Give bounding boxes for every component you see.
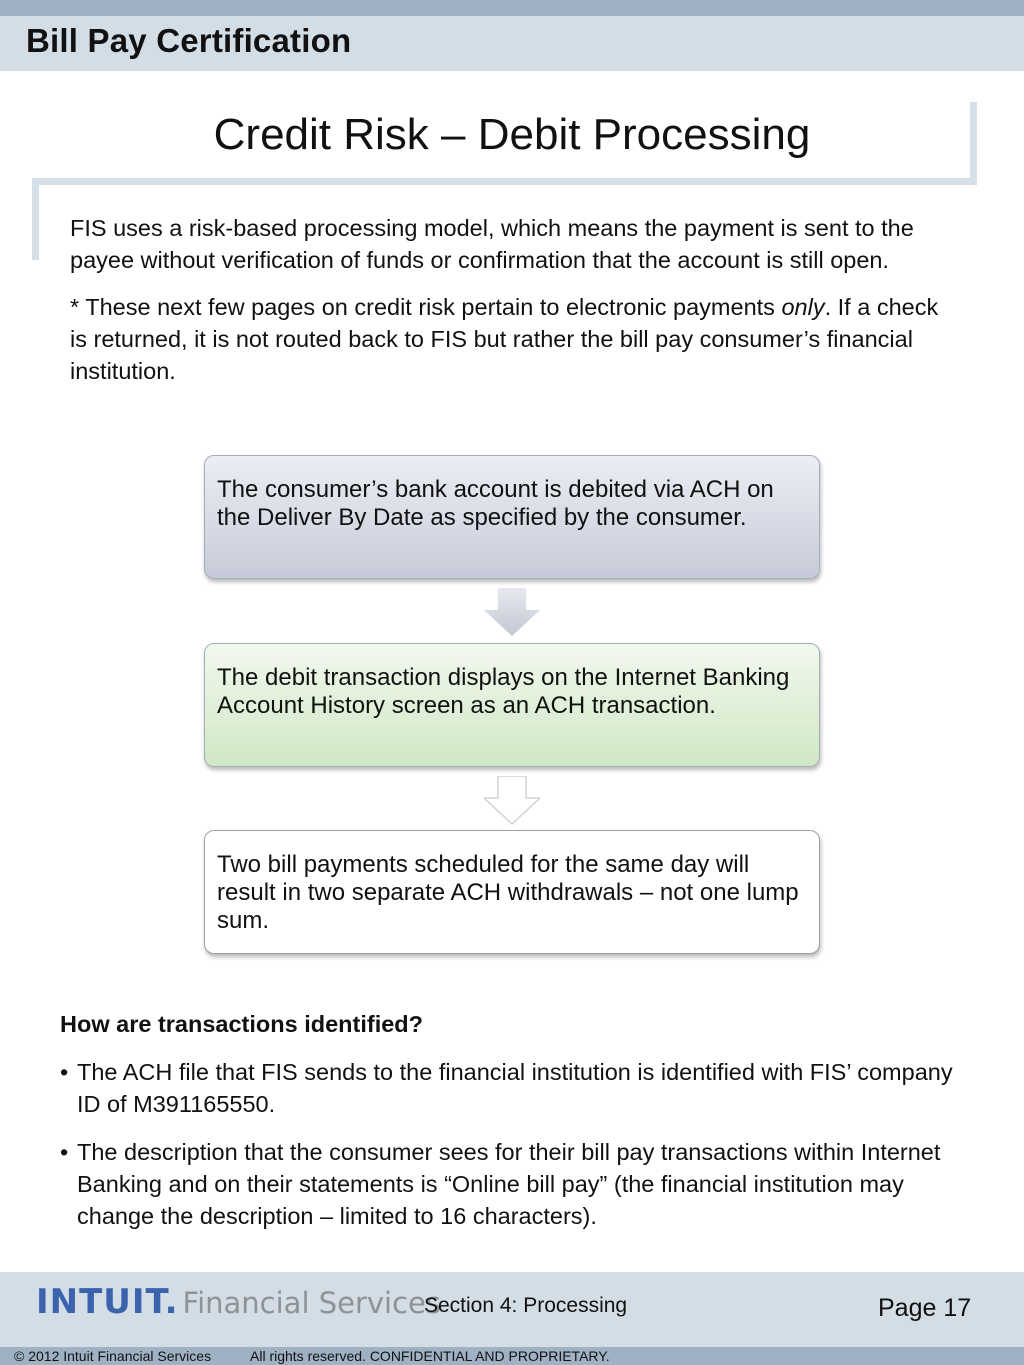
section-label: Section 4: Processing — [424, 1294, 628, 1317]
rights-text: All rights reserved. CONFIDENTIAL AND PROPRIETARY. — [250, 1348, 610, 1364]
down-arrow-icon — [484, 588, 540, 638]
identification-list — [60, 1056, 960, 1248]
list-item-text: The description that the consumer sees for their bill pay transactions within Internet Banking and on their statements is “Online bill pay” (the financial institution may change the description – limited to 16 characters). — [77, 1139, 941, 1229]
list-item-text: The ACH file that FIS sends to the financial institution is identified with FIS’ company ID of M391165550. — [77, 1059, 953, 1117]
note-text-end: . If a check is returned, it is not routed back to FIS but rather the bill pay consumer’s financial institution. — [70, 294, 939, 384]
title-frame-bottom — [32, 178, 977, 185]
intuit-logo — [36, 1282, 441, 1326]
flow-step-separate-withdrawals: Two bill payments scheduled for the same day will result in two separate ACH withdrawals – not one lump sum. — [204, 830, 820, 954]
down-arrow-outline-icon — [484, 776, 540, 826]
list-item — [60, 1136, 960, 1232]
identification-heading: How are transactions identified? — [60, 1011, 424, 1037]
logo-subtitle: Financial Services — [182, 1286, 442, 1320]
note-text-start: * These next few pages on credit risk pertain to electronic payments — [70, 294, 782, 320]
note-emphasis: only — [781, 294, 825, 320]
flow-step-history: The debit transaction displays on the Internet Banking Account History screen as an ACH transaction. — [204, 643, 820, 767]
top-accent-bar — [0, 0, 1024, 16]
slide-title: Credit Risk – Debit Processing — [213, 110, 811, 159]
footer-band — [0, 1272, 1024, 1347]
copyright-text: © 2012 Intuit Financial Services — [14, 1348, 212, 1364]
intro-paragraph: FIS uses a risk-based processing model, which means the payment is sent to the payee without verification of funds or confirmation that the account is still open. — [70, 215, 914, 273]
page-number: Page 17 — [878, 1294, 972, 1322]
flow-step-debit: The consumer’s bank account is debited via ACH on the Deliver By Date as specified by the consumer. — [204, 455, 820, 579]
intro-text — [70, 212, 960, 402]
bullet-marker: • — [60, 1139, 69, 1165]
header-band — [0, 16, 1024, 71]
document-title: Bill Pay Certification — [26, 22, 352, 59]
bullet-marker: • — [60, 1059, 69, 1085]
title-frame-left — [32, 178, 39, 260]
logo-brand: INTUIT. — [36, 1282, 179, 1322]
note-paragraph — [70, 291, 960, 387]
list-item — [60, 1056, 960, 1120]
